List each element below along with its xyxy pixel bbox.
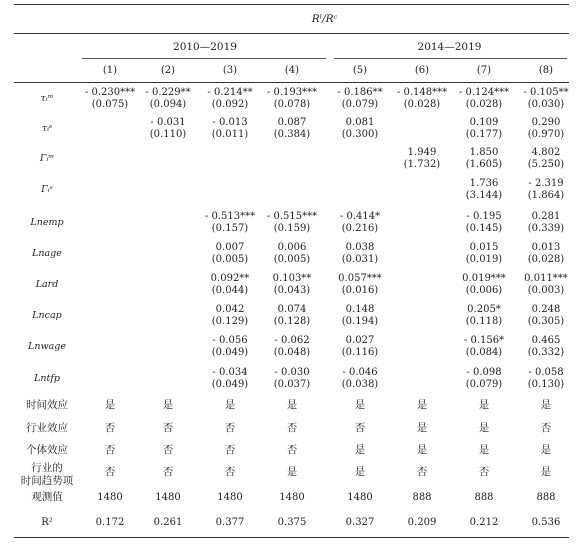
standard-error: (1.732) [403,159,441,170]
coefficient: - 0.030 [274,367,310,378]
coefficient: 0.074 [277,304,307,315]
coefficient: - 0.414* [339,211,381,222]
effect-value: 否 [416,466,428,478]
coefficient: - 0.058 [528,367,564,378]
coefficient: 0.281 [531,211,561,222]
row-label: Lntfp [34,373,60,384]
effect-value: 否 [478,466,490,478]
effect-value: 否 [224,444,236,456]
row-label: Lnwage [28,341,66,352]
effect-value: 是 [162,399,174,411]
effect-label-line2: 时间趋势项 [20,475,74,487]
standard-error: (0.005) [211,254,249,265]
standard-error: (0.339) [527,223,565,234]
r-squared-value: 0.212 [469,517,499,528]
row-label: Lard [35,279,59,290]
row-label: Lnemp [30,217,64,228]
effect-value: 否 [224,466,236,478]
coefficient: 0.109 [469,117,499,128]
standard-error: (0.006) [465,285,503,296]
coefficient: 0.087 [277,117,307,128]
effect-label: 行业效应 [26,422,68,434]
coefficient: - 0.230*** [84,87,136,98]
standard-error: (0.044) [211,285,249,296]
effect-value: 是 [416,399,428,411]
standard-error: (0.159) [273,223,311,234]
standard-error: (0.177) [465,129,503,140]
effect-value: 是 [354,466,366,478]
coefficient: - 0.513*** [204,211,256,222]
standard-error: (0.031) [341,254,379,265]
coefficient: - 0.013 [212,117,248,128]
r-squared-value: 0.209 [407,517,437,528]
effect-value: 否 [162,444,174,456]
period-right-underline [334,58,567,59]
column-header: (7) [476,65,492,76]
coefficient: - 0.031 [150,117,186,128]
observations-value: 1480 [97,492,123,503]
dependent-variable-header: Rˡ/Rᶜ [311,13,338,25]
row-label: Lncap [32,310,62,321]
standard-error: (0.157) [211,223,249,234]
coefficient: - 0.034 [212,367,248,378]
r-squared-value: 0.172 [95,517,125,528]
standard-error: (0.129) [211,316,249,327]
observations-value: 888 [536,492,556,503]
standard-error: (0.028) [465,99,503,110]
standard-error: (0.048) [273,347,311,358]
standard-error: (0.094) [149,99,187,110]
standard-error: (0.130) [527,379,565,390]
observations-value: 1480 [217,492,243,503]
effect-value: 否 [104,422,116,434]
standard-error: (0.118) [465,316,503,327]
standard-error: (0.030) [527,99,565,110]
column-header: (6) [414,65,430,76]
coefficient: 0.148 [345,304,375,315]
standard-error: (0.110) [149,129,187,140]
standard-error: (0.092) [211,99,249,110]
standard-error: (0.128) [273,316,311,327]
coefficient: 0.248 [531,304,561,315]
column-header: (3) [222,65,238,76]
coefficient: - 0.124*** [458,87,510,98]
effect-value: 否 [286,422,298,434]
standard-error: (0.970) [527,129,565,140]
standard-error: (0.300) [341,129,379,140]
column-header: (8) [538,65,554,76]
coefficient: - 0.046 [342,367,378,378]
row-label: Γᵢˢ [41,184,53,195]
column-header: (1) [102,65,118,76]
effect-value: 否 [104,466,116,478]
r-squared-label: R² [41,517,53,528]
column-header: (4) [284,65,300,76]
coefficient: 0.205* [467,304,501,315]
coefficient: 0.019*** [462,273,506,284]
coefficient: 0.015 [469,242,499,253]
standard-error: (0.043) [273,285,311,296]
effect-value: 是 [416,422,428,434]
standard-error: (0.384) [273,129,311,140]
observations-value: 1480 [279,492,305,503]
effect-value: 是 [540,399,552,411]
observations-value: 888 [412,492,432,503]
effect-value: 是 [286,466,298,478]
standard-error: (0.005) [273,254,311,265]
effect-value: 是 [416,444,428,456]
coefficient: - 0.214** [207,87,253,98]
observations-value: 888 [474,492,494,503]
coefficient: - 0.193*** [266,87,318,98]
standard-error: (0.049) [211,347,249,358]
r-squared-value: 0.327 [345,517,375,528]
standard-error: (0.038) [341,379,379,390]
row-label: Lnage [32,248,62,259]
coefficient: - 2.319 [528,178,564,189]
row-label: τᵢᵐ [40,93,54,104]
coefficient: 0.042 [215,304,245,315]
effect-value: 是 [224,399,236,411]
row-label: τᵢˢ [41,123,53,134]
effect-value: 是 [478,399,490,411]
coefficient: 0.290 [531,117,561,128]
standard-error: (0.084) [465,347,503,358]
coefficient: 0.092** [210,273,250,284]
table-bottom-rule [14,537,569,538]
r-squared-value: 0.375 [277,517,307,528]
coefficient: - 0.056 [212,335,248,346]
header-rule [14,33,569,34]
effect-value: 是 [286,399,298,411]
standard-error: (0.078) [273,99,311,110]
row-label: Γᵢᵐ [39,153,55,164]
effect-value: 是 [104,399,116,411]
effect-value: 是 [478,444,490,456]
coefficient: - 0.229** [145,87,191,98]
coefficient: 0.013 [531,242,561,253]
effect-value: 否 [104,444,116,456]
coefficient: - 0.098 [466,367,502,378]
standard-error: (0.079) [465,379,503,390]
coefficient: 0.006 [277,242,307,253]
standard-error: (0.145) [465,223,503,234]
standard-error: (0.049) [211,379,249,390]
coefficient: - 0.515*** [266,211,318,222]
r-squared-value: 0.261 [153,517,183,528]
column-header-rule [14,82,569,83]
standard-error: (0.079) [341,99,379,110]
coefficient: 0.038 [345,242,375,253]
coefficient: - 0.105** [523,87,569,98]
coefficient: - 0.156* [463,335,505,346]
coefficient: 0.465 [531,335,561,346]
effect-value: 否 [286,444,298,456]
effect-value: 否 [162,466,174,478]
standard-error: (1.864) [527,190,565,201]
standard-error: (0.075) [91,99,129,110]
effect-value: 是 [354,444,366,456]
observations-label: 观测值 [31,491,63,503]
column-header: (2) [160,65,176,76]
effect-label: 时间效应 [26,399,68,411]
standard-error: (0.019) [465,254,503,265]
standard-error: (5.250) [527,159,565,170]
standard-error: (0.003) [527,285,565,296]
coefficient: 0.011*** [524,273,568,284]
effect-label: 个体效应 [26,444,68,456]
period-header-right: 2014—2019 [417,41,482,53]
effect-value: 是 [540,466,552,478]
effect-value: 否 [224,422,236,434]
coefficient: 1.850 [469,147,499,158]
period-header-left: 2010—2019 [173,41,237,53]
effect-value: 否 [540,422,552,434]
r-squared-value: 0.536 [531,517,561,528]
table-top-rule [14,4,569,5]
standard-error: (0.332) [527,347,565,358]
coefficient: 4.802 [531,147,561,158]
effect-value: 是 [540,444,552,456]
coefficient: - 0.186** [337,87,383,98]
standard-error: (0.011) [211,129,249,140]
observations-value: 1480 [347,492,373,503]
standard-error: (1.605) [465,159,503,170]
coefficient: 0.081 [345,117,375,128]
effect-label-line1: 行业的 [31,462,63,474]
standard-error: (0.116) [341,347,379,358]
standard-error: (0.037) [273,379,311,390]
coefficient: 0.103** [272,273,312,284]
period-left-underline [82,58,326,59]
coefficient: - 0.195 [466,211,502,222]
effect-value: 是 [354,399,366,411]
standard-error: (3.144) [465,190,503,201]
r-squared-value: 0.377 [215,517,245,528]
standard-error: (0.028) [403,99,441,110]
standard-error: (0.216) [341,223,379,234]
coefficient: 1.736 [469,178,499,189]
effect-value: 否 [354,422,366,434]
observations-value: 1480 [155,492,181,503]
standard-error: (0.016) [341,285,379,296]
coefficient: 0.057*** [338,273,382,284]
coefficient: 1.949 [407,147,437,158]
coefficient: - 0.062 [274,335,310,346]
effect-value: 是 [478,422,490,434]
standard-error: (0.305) [527,316,565,327]
standard-error: (0.028) [527,254,565,265]
coefficient: 0.007 [215,242,245,253]
standard-error: (0.194) [341,316,379,327]
coefficient: 0.027 [345,335,375,346]
coefficient: - 0.148*** [396,87,448,98]
column-header: (5) [352,65,368,76]
effect-value: 否 [162,422,174,434]
